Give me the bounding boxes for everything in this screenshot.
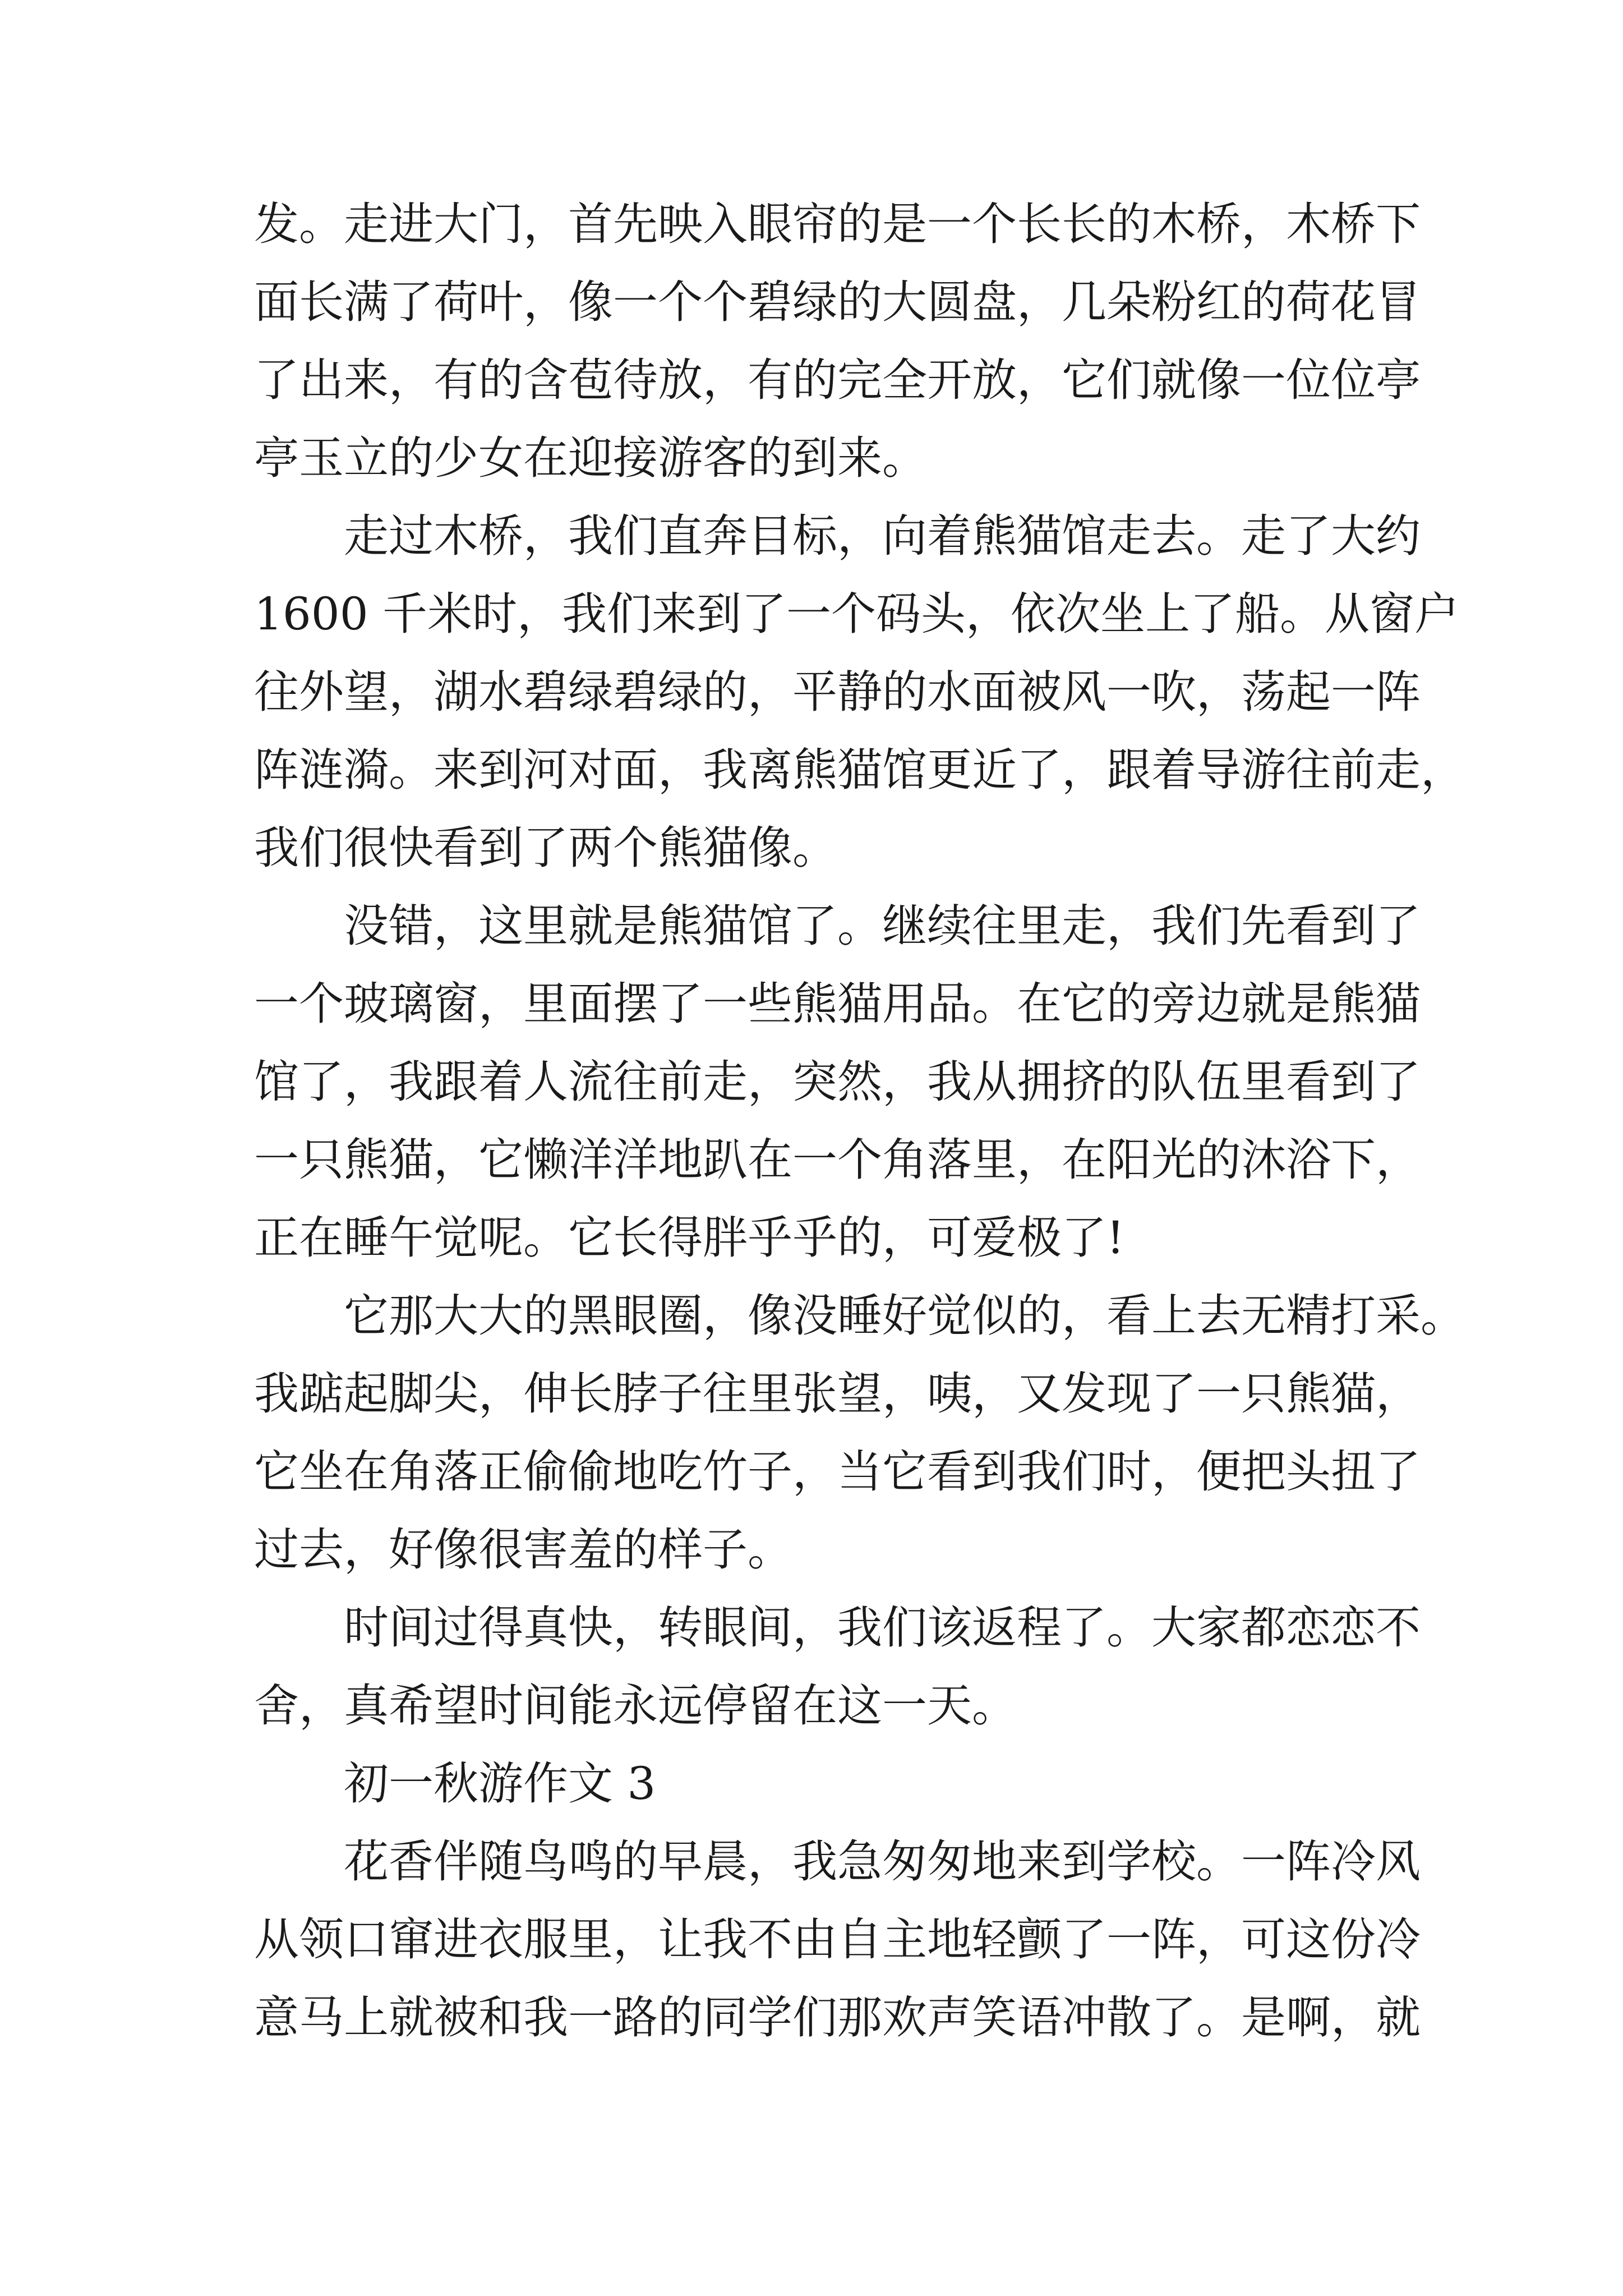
paragraph-line: 没错，这里就是熊猫馆了。继续往里走，我们先看到了 bbox=[344, 900, 1421, 952]
paragraph-line: 阵涟漪。来到河对面，我离熊猫馆更近了，跟着导游往前走， bbox=[254, 744, 1465, 796]
paragraph-line: 一只熊猫，它懒洋洋地趴在一个角落里，在阳光的沐浴下， bbox=[254, 1134, 1421, 1186]
paragraph-line: 我踮起脚尖，伸长脖子往里张望，咦，又发现了一只熊猫， bbox=[254, 1368, 1421, 1420]
paragraph-line: 时间过得真快，转眼间，我们该返程了。大家都恋恋不 bbox=[344, 1602, 1421, 1654]
paragraph-line: 它坐在角落正偷偷地吃竹子，当它看到我们时，便把头扭了 bbox=[254, 1446, 1421, 1498]
paragraph-line: 馆了，我跟着人流往前走，突然，我从拥挤的队伍里看到了 bbox=[254, 1056, 1421, 1108]
paragraph-line: 面长满了荷叶，像一个个碧绿的大圆盘，几朵粉红的荷花冒 bbox=[254, 276, 1421, 328]
paragraph-line: 舍，真希望时间能永远停留在这一天。 bbox=[254, 1680, 1017, 1732]
paragraph-line: 过去，好像很害羞的样子。 bbox=[254, 1524, 792, 1576]
paragraph-line: 一个玻璃窗，里面摆了一些熊猫用品。在它的旁边就是熊猫 bbox=[254, 978, 1421, 1030]
paragraph-line: 了出来，有的含苞待放，有的完全开放，它们就像一位位亭 bbox=[254, 354, 1421, 406]
paragraph-line: 往外望，湖水碧绿碧绿的，平静的水面被风一吹，荡起一阵 bbox=[254, 666, 1421, 718]
paragraph-line: 正在睡午觉呢。它长得胖乎乎的，可爱极了! bbox=[254, 1212, 1125, 1264]
paragraph-line: 花香伴随鸟鸣的早晨，我急匆匆地来到学校。一阵冷风 bbox=[344, 1835, 1421, 1888]
section-heading: 初一秋游作文 3 bbox=[344, 1757, 656, 1810]
paragraph-line: 走过木桥，我们直奔目标，向着熊猫馆走去。走了大约 bbox=[344, 510, 1421, 562]
paragraph-line: 它那大大的黑眼圈，像没睡好觉似的，看上去无精打采。 bbox=[344, 1290, 1465, 1342]
paragraph-line: 我们很快看到了两个熊猫像。 bbox=[254, 822, 837, 874]
paragraph-line: 发。走进大门，首先映入眼帘的是一个长长的木桥，木桥下 bbox=[254, 198, 1421, 250]
paragraph-line: 亭玉立的少女在迎接游客的到来。 bbox=[254, 432, 927, 484]
paragraph-line: 意马上就被和我一路的同学们那欢声笑语冲散了。是啊，就 bbox=[254, 1991, 1421, 2044]
paragraph-line: 1600 千米时，我们来到了一个码头，依次坐上了船。从窗户 bbox=[254, 588, 1460, 640]
paragraph-line: 从领口窜进衣服里，让我不由自主地轻颤了一阵，可这份冷 bbox=[254, 1913, 1421, 1966]
essay-body bbox=[254, 185, 1465, 2056]
